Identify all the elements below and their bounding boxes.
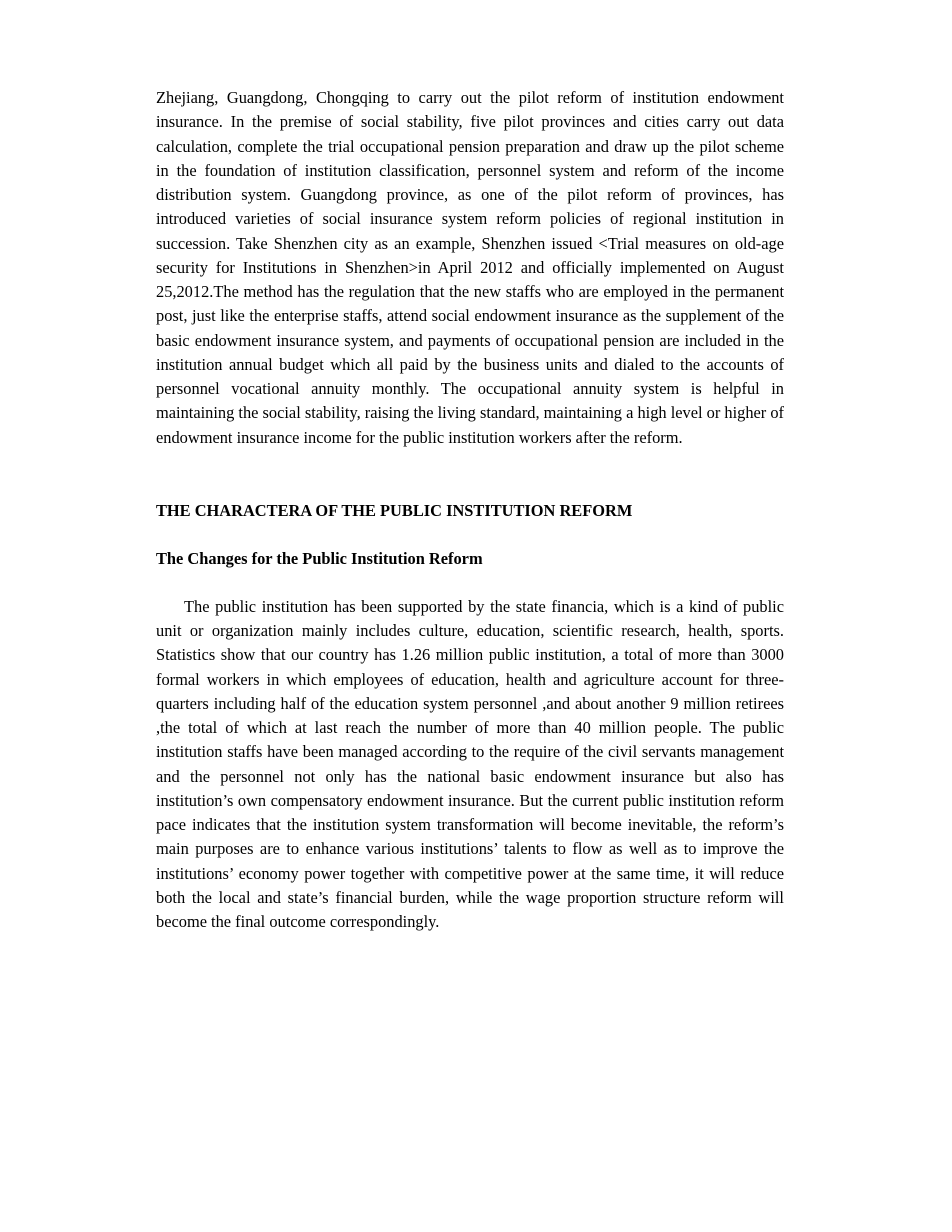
paragraph-pilot-reform: Zhejiang, Guangdong, Chongqing to carry out the pilot reform of institution endowment insurance. In the premise of social stability, five pilot provinces and cities carry out data calculation, complete the trial occupational pension preparation and draw up the pilot scheme in the foundation of institution classification, personnel system and reform of the income distribution system. Guangdong province, as one of the pilot reform of provinces, has introduced varieties of social insurance system reform policies of regional institution in succession. Take Shenzhen city as an example, Shenzhen issued <Trial measures on old-age security for Institutions in Shenzhen>in April 2012 and officially implemented on August 25,2012.The method has the regulation that the new staffs who are employed in the permanent post, just like the enterprise staffs, attend social endowment insurance as the supplement of the basic endowment insurance system, and payments of occupational pension are included in the institution annual budget which all paid by the business units and dialed to the accounts of personnel vocational annuity monthly. The occupational annuity system is helpful in maintaining the social stability, raising the living standard, maintaining a high level or higher of endowment insurance income for the public institution workers after the reform.: [156, 88, 785, 447]
section-heading: THE CHARACTERA OF THE PUBLIC INSTITUTION REFORM: [156, 500, 633, 520]
document-page: [156, 86, 784, 934]
paragraph-public-institution: The public institution has been supported by the state financia, which is a kind of public unit or organization mainly includes culture, education, scientific research, health, sports. Statistics show that our country has 1.26 million public institution, a total of more than 3000 formal workers in which employees of education, health and agriculture account for three-quarters including half of the education system personnel ,and about another 9 million retirees ,the total of which at last reach the number of more than 40 million people. The public institution staffs have been managed according to the require of the civil servants management and the personnel not only has the national basic endowment insurance but also has institution’s own compensatory endowment insurance. But the current public institution reform pace indicates that the institution system transformation will become inevitable, the reform’s main purposes are to enhance various institutions’ talents to flow as well as to improve the institutions’ economy power together with competitive power at the same time, it will reduce both the local and state’s financial burden, while the wage proportion structure reform will become the final outcome correspondingly.: [156, 596, 784, 931]
subsection-heading: The Changes for the Public Institution Reform: [156, 548, 483, 568]
